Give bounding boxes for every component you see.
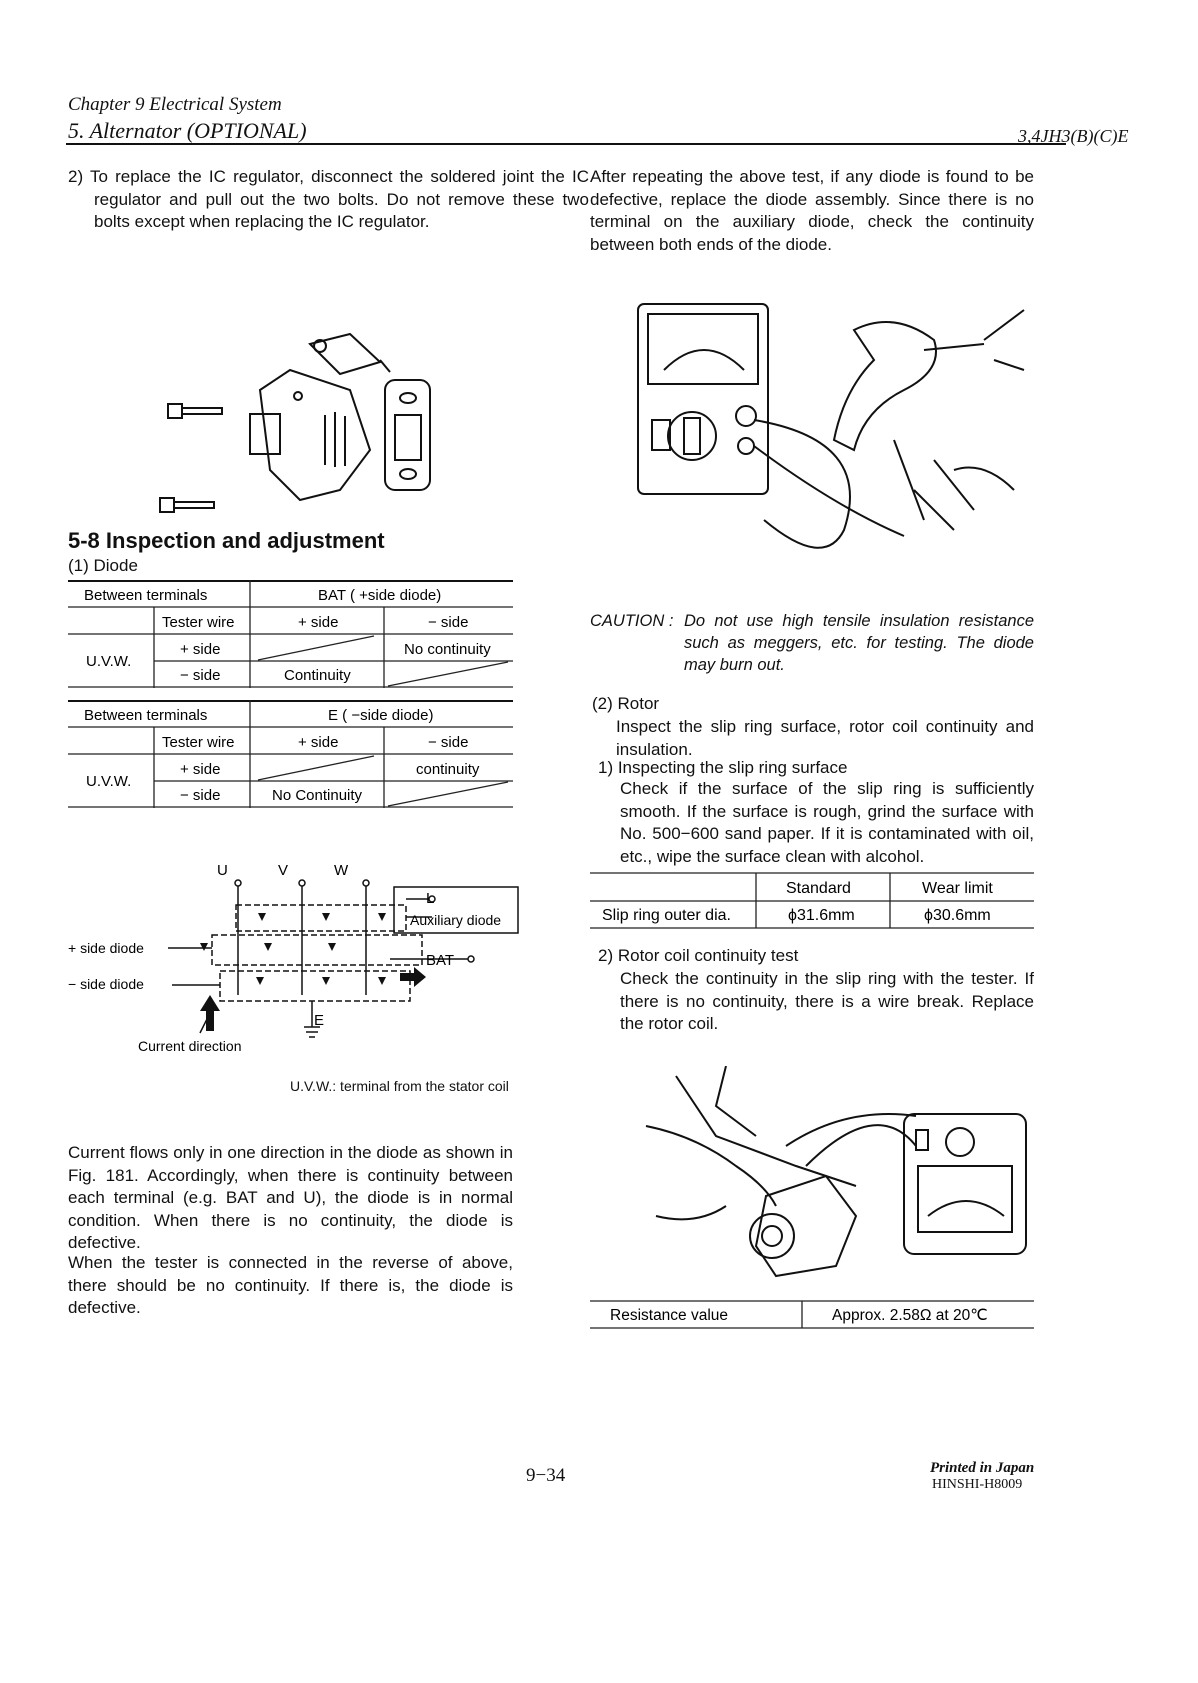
circuit-bat: BAT xyxy=(426,952,455,969)
right-para-1: After repeating the above test, if any diode is found to be defective, replace the diode assembly. Since there is no terminal on the auxiliary diode, check the continuity between both ends of the diode. xyxy=(590,167,1034,254)
diode-para-2: When the tester is connected in the reverse of above, there should be no continuity. If there is, the diode is defective. xyxy=(68,1253,513,1317)
resistance-value: Approx. 2.58Ω at 20℃ xyxy=(832,1307,988,1324)
caution-text: Do not use high tensile insulation resistance such as meggers, etc. for testing. The diode may burn out. xyxy=(684,612,1034,674)
t2-minus-col: − side xyxy=(428,734,469,751)
diode-table-bat xyxy=(68,580,513,690)
circuit-u: U xyxy=(217,862,228,879)
t1-between: Between terminals xyxy=(84,587,208,604)
circuit-v: V xyxy=(278,862,289,879)
slip-ring-text: Check if the surface of the slip ring is sufficiently smooth. If the surface is rough, grind the surface with No. 500−600 sand paper. If it is contaminated with oil, etc., wipe the surface clean with alcohol. xyxy=(620,779,1034,866)
rotor-text: Inspect the slip ring surface, rotor coil continuity and insulation. xyxy=(616,717,1034,759)
caution-block xyxy=(590,610,1034,676)
t2-row-plus: + side xyxy=(180,761,221,778)
t1-tester: Tester wire xyxy=(162,614,235,631)
t2-title: E ( −side diode) xyxy=(328,707,434,724)
slip-standard-head: Standard xyxy=(786,880,851,897)
t1-continuity: Continuity xyxy=(284,667,351,684)
step-2-text: 2) To replace the IC regulator, disconnect the soldered joint the IC regulator and pull out the two bolts. Do not remove these two bolts except when replacing the IC regulator. xyxy=(68,167,589,231)
t2-uvw: U.V.W. xyxy=(86,773,132,790)
page-number: 9−34 xyxy=(526,1465,566,1486)
coil-heading: 2) Rotor coil continuity test xyxy=(598,946,799,965)
model-code: 3,4JH3(B)(C)E xyxy=(1018,126,1129,146)
circuit-current: Current direction xyxy=(138,1038,242,1054)
diode-subheading: (1) Diode xyxy=(68,556,138,575)
t2-continuity: continuity xyxy=(416,761,480,778)
ic-regulator-figure xyxy=(150,320,480,520)
t1-no-continuity: No continuity xyxy=(404,641,491,658)
rotor-test-figure xyxy=(636,1066,1036,1296)
circuit-w: W xyxy=(334,862,349,879)
slip-wear-value: ϕ30.6mm xyxy=(924,907,991,924)
chapter-title: Chapter 9 Electrical System xyxy=(68,94,282,115)
t1-uvw: U.V.W. xyxy=(86,653,132,670)
resistance-table xyxy=(590,1300,1034,1332)
slip-standard-value: ϕ31.6mm xyxy=(788,907,855,924)
section-heading: 5-8 Inspection and adjustment xyxy=(68,528,385,553)
resistance-label: Resistance value xyxy=(610,1307,729,1324)
slip-ring-table xyxy=(590,872,1034,932)
circuit-minus-diode: − side diode xyxy=(68,976,144,992)
t1-row-minus: − side xyxy=(180,667,221,684)
rotor-heading: (2) Rotor xyxy=(592,694,660,713)
slip-label: Slip ring outer dia. xyxy=(602,907,731,924)
header-rule xyxy=(66,143,1066,145)
diode-para-1: Current flows only in one direction in the diode as shown in Fig. 181. Accordingly, when there is continuity between each terminal (e.g. BAT and U), the diode is in normal condition. When there is no continuity, the diode is defective. xyxy=(68,1143,513,1252)
slip-ring-heading: 1) Inspecting the slip ring surface xyxy=(598,758,848,777)
caution-label: CAUTION : xyxy=(590,612,674,630)
t1-plus-col: + side xyxy=(298,614,339,631)
printed-in: Printed in Japan xyxy=(930,1460,1035,1476)
circuit-l: L xyxy=(426,890,435,907)
section-title: 5. Alternator (OPTIONAL) xyxy=(68,118,307,143)
t2-tester: Tester wire xyxy=(162,734,235,751)
uvw-note: U.V.W.: terminal from the stator coil xyxy=(290,1078,509,1094)
t1-title: BAT ( +side diode) xyxy=(318,587,442,604)
slip-wear-head: Wear limit xyxy=(922,880,993,897)
t1-minus-col: − side xyxy=(428,614,469,631)
circuit-plus-diode: + side diode xyxy=(68,940,144,956)
t2-row-minus: − side xyxy=(180,787,221,804)
t1-row-plus: + side xyxy=(180,641,221,658)
t2-no-continuity: No Continuity xyxy=(272,787,363,804)
diode-test-figure xyxy=(634,300,1039,570)
t2-plus-col: + side xyxy=(298,734,339,751)
diode-table-e xyxy=(68,700,513,810)
doc-code: HINSHI-H8009 xyxy=(932,1477,1023,1492)
t2-between: Between terminals xyxy=(84,707,208,724)
coil-text: Check the continuity in the slip ring with the tester. If there is no continuity, there is a wire break. Replace the rotor coil. xyxy=(620,969,1034,1033)
circuit-aux: Auxiliary diode xyxy=(410,912,502,928)
diode-circuit-diagram xyxy=(60,855,530,1065)
circuit-e: E xyxy=(314,1012,325,1029)
